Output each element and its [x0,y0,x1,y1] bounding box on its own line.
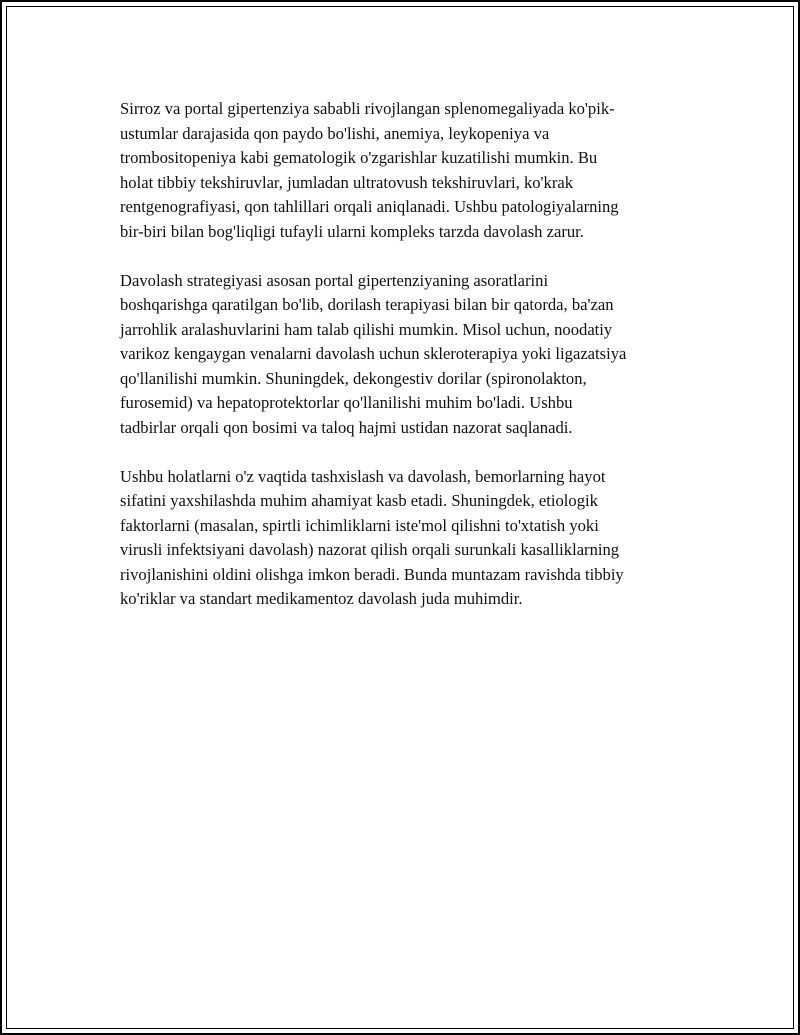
paragraph-line: faktorlarni (masalan, spirtli ichimliklarni iste'mol qilishni to'xtatish yoki [120,515,599,535]
paragraph-line: trombositopeniya kabi gematologik o'zgarishlar kuzatilishi mumkin. Bu [120,148,598,167]
paragraph-line: sifatini yaxshilashda muhim ahamiyat kasb etadi. Shuningdek, etiologik [120,491,598,510]
paragraph-line: Sirroz va portal gipertenziya sababli rivojlangan splenomegaliyada ko'pik- [120,99,615,118]
paragraph-line: ko'riklar va standart medikamentoz davolash juda muhimdir. [120,589,523,608]
paragraph-line: rentgenografiyasi, qon tahlillari orqali aniqlanadi. Ushbu patologiyalarning [120,197,619,216]
paragraph-line: ustumlar darajasida qon paydo bo'lishi, anemiya, leykopeniya va [120,123,550,143]
paragraph-line: Davolash strategiyasi asosan portal gipertenziyaning asoratlarini [120,270,549,290]
paragraph-line: Ushbu holatlarni o'z vaqtida tashxislash va davolash, bemorlarning hayot [120,466,606,486]
document-body [120,97,700,636]
paragraph-line: holat tibbiy tekshiruvlar, jumladan ultratovush tekshiruvlari, ko'krak [120,172,574,192]
paragraph-line: qo'llanilishi mumkin. Shuningdek, dekongestiv dorilar (spironolakton, [120,368,587,388]
paragraph-line: jarrohlik aralashuvlarini ham talab qilishi mumkin. Misol uchun, noodatiy [120,319,613,339]
paragraph-3 [120,465,700,612]
paragraph-line: virusli infektsiyani davolash) nazorat qilish orqali surunkali kasalliklarning [120,540,620,559]
paragraph-1 [120,97,700,244]
paragraph-line: rivojlanishini oldini olishga imkon beradi. Bunda muntazam ravishda tibbiy [120,564,624,584]
paragraph-line: tadbirlar orqali qon bosimi va taloq hajmi ustidan nazorat saqlanadi. [120,417,573,437]
paragraph-line: furosemid) va hepatoprotektorlar qo'llanilishi muhim bo'ladi. Ushbu [120,393,573,412]
paragraph-line: varikoz kengaygan venalarni davolash uchun skleroterapiya yoki ligazatsiya [120,344,627,363]
paragraph-line: boshqarishga qaratilgan bo'lib, dorilash terapiyasi bilan bir qatorda, ba'zan [120,295,614,314]
paragraph-2 [120,269,700,441]
paragraph-line: bir-biri bilan bog'liqligi tufayli ularni kompleks tarzda davolash zarur. [120,221,584,241]
